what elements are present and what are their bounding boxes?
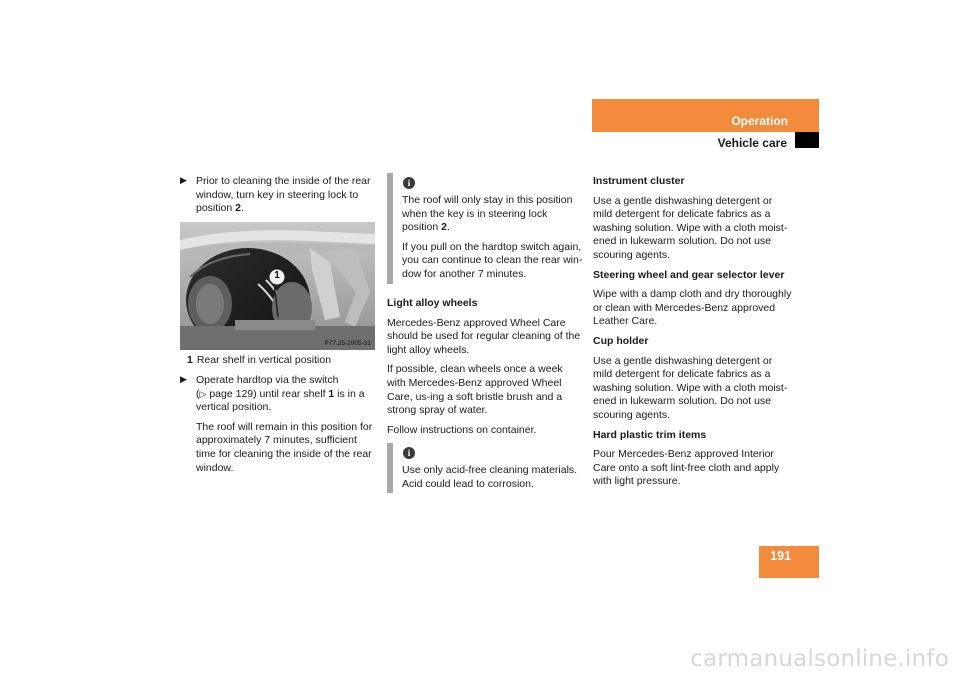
info-bar (387, 443, 393, 493)
step-2-note: The roof will remain in this position for approximately 7 minutes, sufficient time for cleaning the inside of the rear window. (196, 420, 373, 474)
section-light-alloy-wheels (387, 297, 583, 437)
cup-holder-text: Use a gentle dishwashing detergent or mild detergent for delicate fabrics as a washing solution. Wipe with a cloth moist-ened in lukewarm solution. Do not use scouring agents. (593, 354, 788, 421)
column-3 (593, 175, 793, 489)
page-ref-arrow-icon: ▷ (199, 388, 207, 399)
caption-text: 1 Rear shelf in vertical position (187, 354, 332, 366)
header-section-title: Operation (731, 114, 788, 128)
header-black-tab (795, 132, 819, 148)
instrument-cluster-text: Use a gentle dishwashing detergent or mild detergent for delicate fabrics as a washing solution. Wipe with a cloth moist-ened in lukewarm solution. Do not use scouring agents. (593, 194, 788, 261)
info-box-roof (387, 173, 582, 284)
info-icon: i (403, 447, 415, 459)
figure-code: P77.25-2005-31 (324, 340, 371, 347)
car-interior-illustration (180, 222, 375, 350)
wheels-para-3: Follow instructions on container. (387, 423, 537, 436)
figure-callout-1: 1 (274, 270, 280, 281)
step-2-text: Operate hardtop via the switch (▷ page 129) until rear shelf 1 is in a vertical position. (196, 374, 365, 414)
header-subsection-title: Vehicle care (717, 136, 787, 150)
figure-convertible-interior (180, 222, 375, 350)
page-number: 191 (770, 549, 791, 563)
hard-plastic-trim-text: Pour Mercedes-Benz approved Interior Care onto a soft lint-free cloth and apply with light pressure. (593, 448, 780, 488)
wheels-para-1: Mercedes-Benz approved Wheel Care should be used for regular cleaning of the light alloy wheels. (387, 316, 581, 356)
info-bar (387, 173, 393, 284)
info-icon: i (403, 177, 415, 189)
info-roof-text-2: If you pull on the hardtop switch again, you can continue to clean the rear win-dow for another 7 minutes. (402, 240, 583, 280)
info-acid-text: Use only acid-free cleaning materials. Acid could lead to corrosion. (402, 464, 578, 490)
steering-wheel-text: Wipe with a damp cloth and dry thoroughly or clean with Mercedes-Benz approved Leather Care. (593, 288, 792, 328)
heading-light-alloy-wheels: Light alloy wheels (387, 297, 478, 309)
heading-hard-plastic-trim: Hard plastic trim items (593, 428, 707, 441)
step-1 (180, 175, 375, 216)
page-number-box (759, 546, 819, 578)
heading-steering-wheel: Steering wheel and gear selector lever (593, 268, 785, 281)
header-section-bar (592, 99, 819, 132)
header-subsection-bar (592, 132, 819, 148)
step-1-text: Prior to cleaning the inside of the rear window, turn key in steering lock to position 2. (196, 175, 371, 215)
heading-instrument-cluster: Instrument cluster (593, 175, 685, 187)
bullet-icon: ▶ (180, 175, 187, 185)
wheels-para-2: If possible, clean wheels once a week with Mercedes-Benz approved Wheel Care, us-ing a soft bristle brush and a strong spray of water. (387, 363, 563, 417)
bullet-icon: ▶ (180, 374, 187, 384)
figure-caption (187, 354, 377, 368)
info-roof-text-1: The roof will only stay in this position when the key is in steering lock position 2. (402, 194, 573, 234)
watermark: carmanualsonline.info (690, 646, 949, 672)
step-2 (180, 374, 375, 475)
info-box-acid (387, 443, 582, 493)
heading-cup-holder: Cup holder (593, 334, 649, 347)
